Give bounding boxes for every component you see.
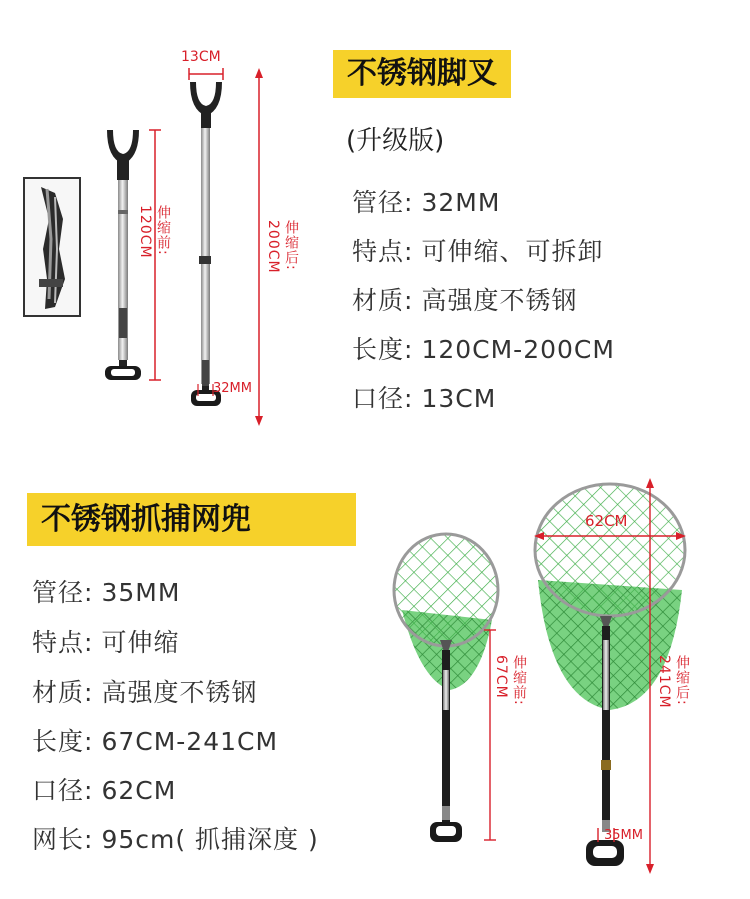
spec-value: 120CM-200CM — [421, 335, 615, 364]
net-extended-arrow-bottom — [646, 864, 654, 874]
net-spec-row — [32, 820, 319, 856]
spec-value: 高强度不锈钢 — [101, 678, 258, 707]
spec-key: 管径: — [352, 188, 414, 217]
spec-value: 可伸缩 — [101, 628, 180, 657]
net-spec-row — [32, 673, 257, 709]
extended-fork — [190, 82, 222, 406]
spec-value: 62CM — [101, 776, 177, 805]
foot-fork-subtitle: (升级版) — [346, 126, 445, 156]
fork-tube-dimension: 32MM — [213, 381, 252, 396]
spec-value: 高强度不锈钢 — [421, 286, 578, 315]
net-extended-length — [656, 655, 692, 709]
fork-extended-value: 200CM — [265, 220, 281, 274]
fork-opening-dimension: 13CM — [181, 49, 221, 65]
fork-spec-row — [352, 281, 577, 317]
spec-value: 95cm( 抓捕深度 ) — [101, 825, 319, 854]
retracted-net — [394, 534, 498, 842]
spec-key: 口径: — [352, 384, 414, 413]
spec-key: 特点: — [32, 628, 94, 657]
net-extended-label: 伸缩后: — [674, 655, 690, 706]
fork-extended-length — [265, 220, 301, 274]
spec-key: 特点: — [352, 237, 414, 266]
spec-value: 32MM — [421, 188, 501, 217]
fork-spec-row — [352, 330, 615, 366]
net-retracted-value: 67CM — [493, 655, 509, 699]
net-spec-row — [32, 771, 176, 807]
spec-key: 材质: — [32, 678, 94, 707]
net-spec-row — [32, 722, 278, 758]
spec-key: 网长: — [32, 825, 94, 854]
net-retracted-label: 伸缩前: — [511, 655, 527, 706]
spec-key: 管径: — [32, 578, 94, 607]
spec-key: 口径: — [32, 776, 94, 805]
spec-key: 长度: — [32, 727, 94, 756]
spec-value: 可伸缩、可拆卸 — [421, 237, 604, 266]
fork-spec-row — [352, 232, 603, 268]
net-spec-row — [32, 573, 180, 609]
fork-retracted-length — [137, 205, 173, 259]
net-extended-arrow-top — [646, 478, 654, 488]
landing-net-title: 不锈钢抓捕网兜 — [27, 493, 356, 546]
spec-key: 材质: — [352, 286, 414, 315]
spec-value: 35MM — [101, 578, 181, 607]
fork-retracted-value: 120CM — [137, 205, 153, 259]
net-spec-row — [32, 623, 179, 659]
net-extended-value: 241CM — [656, 655, 672, 709]
folded-fork-image — [25, 179, 79, 315]
extended-length-line — [255, 68, 263, 426]
fork-extended-label: 伸缩后: — [283, 220, 299, 271]
fork-spec-row — [352, 379, 496, 415]
fork-spec-row — [352, 183, 500, 219]
spec-value: 67CM-241CM — [101, 727, 279, 756]
foot-fork-title: 不锈钢脚叉 — [333, 50, 511, 98]
net-hoop-dimension: 62CM — [585, 512, 628, 530]
retracted-fork — [105, 130, 141, 380]
fork-retracted-label: 伸缩前: — [155, 205, 171, 256]
folded-fork-thumbnail — [23, 177, 81, 317]
net-retracted-length — [493, 655, 529, 706]
opening-dimension-line — [189, 68, 223, 80]
spec-value: 13CM — [421, 384, 497, 413]
spec-key: 长度: — [352, 335, 414, 364]
net-tube-dimension: 35MM — [604, 828, 643, 843]
